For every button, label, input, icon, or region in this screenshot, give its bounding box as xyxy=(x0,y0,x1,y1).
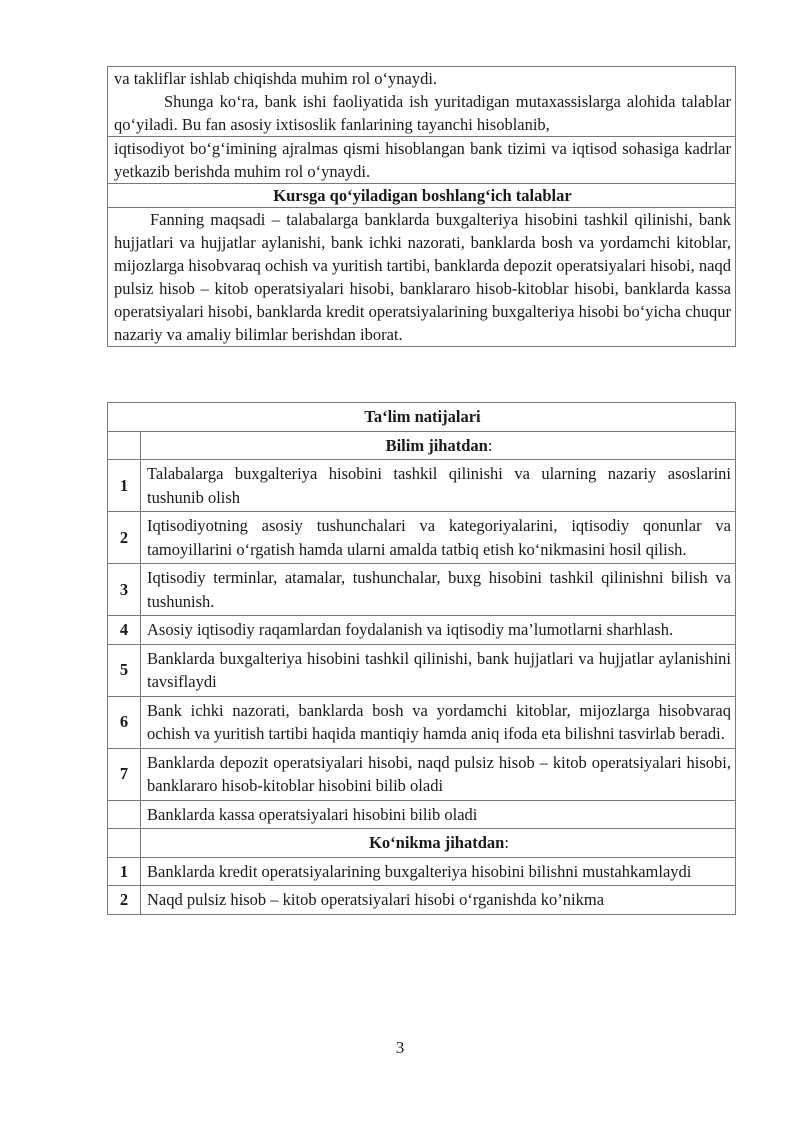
outcome-text: Banklarda depozit operatsiyalari hisobi, naqd pulsiz hisob – kitob operatsiyalari hisobi, banklararo hisob-kitoblar hisobini bilib oladi xyxy=(141,748,736,800)
requirements-cell xyxy=(108,208,736,347)
outcome-number: 4 xyxy=(108,616,141,645)
knowledge-heading-row xyxy=(108,431,736,460)
outcome-text: Banklarda kredit operatsiyalarining buxgalteriya hisobini bilishni mustahkamlaydi xyxy=(141,857,736,886)
outcome-number: 7 xyxy=(108,748,141,800)
outcomes-title-row xyxy=(108,403,736,432)
outcome-row xyxy=(108,696,736,748)
knowledge-heading-colon: : xyxy=(487,435,493,455)
intro-paragraph-continued: iqtisodiyot bo‘g‘imining ajralmas qismi hisoblangan bank tizimi va iqtisod sohasiga kadrlar yetkazib berishda muhim rol o‘ynaydi. xyxy=(114,139,731,181)
page-number: 3 xyxy=(395,1038,405,1057)
outcome-row xyxy=(108,564,736,616)
skill-heading-colon: : xyxy=(504,833,509,852)
outcome-row xyxy=(108,512,736,564)
requirements-text: Fanning maqsadi – talabalarga banklarda buxgalteriya hisobini tashkil qilinishi, bank hujjatlari va hujjatlar aylanishi, bank ichki nazorati, banklarda bosh va yordamchi kitoblar, mijozlarga hisobvaraq ochish va yuritish tartibi, banklarda depozit operatsiyalari hisobi, naqd pulsiz hisob – kitob operatsiyalari hisobi, banklararo hisob-kitoblar hisobi, banklarda kassa operatsiyalari hisobi, banklarda kredit operatsiyalarining buxgalteriya hisobi bo‘yicha chuqur nazariy va amaliy bilimlar berishdan iborat. xyxy=(114,210,731,344)
empty-number-cell xyxy=(108,431,141,460)
intro-row xyxy=(108,67,736,137)
outcome-row xyxy=(108,800,736,829)
intro-line: va takliflar ishlab chiqishda muhim rol o‘ynaydi. xyxy=(114,69,438,88)
outcome-row xyxy=(108,748,736,800)
outcome-text: Talabalarga buxgalteriya hisobini tashkil qilinishi va ularning nazariy asoslarini tushunib olish xyxy=(141,460,736,512)
knowledge-list xyxy=(108,460,736,829)
outcome-row xyxy=(108,616,736,645)
outcome-text: Asosiy iqtisodiy raqamlardan foydalanish va iqtisodiy ma’lumotlarni sharhlash. xyxy=(141,616,736,645)
outcome-text: Iqtisodiyotning asosiy tushunchalari va kategoriyalarini, iqtisodiy qonunlar va tamoyillarini o‘rgatish hamda ularni amalda tatbiq etish ko‘nikmasini hosil qilish. xyxy=(141,512,736,564)
intro-row-2 xyxy=(108,137,736,184)
outcome-number: 5 xyxy=(108,644,141,696)
outcome-row xyxy=(108,644,736,696)
learning-outcomes-table xyxy=(107,402,736,915)
empty-number-cell xyxy=(108,829,141,858)
outcome-row xyxy=(108,886,736,915)
outcome-text: Iqtisodiy terminlar, atamalar, tushunchalar, buxg hisobini tashkil qilinishni bilish va tushunish. xyxy=(141,564,736,616)
skill-heading-row xyxy=(108,829,736,858)
skill-list xyxy=(108,857,736,914)
intro-paragraph: Shunga ko‘ra, bank ishi faoliyatida ish yuritadigan mutaxassislarga alohida talablar qo‘yiladi. Bu fan asosiy ixtisoslik fanlarining tayanchi hisoblanib, xyxy=(114,92,731,134)
course-description-table xyxy=(107,66,736,347)
outcome-text: Banklarda kassa operatsiyalari hisobini bilib oladi xyxy=(141,800,736,829)
intro-cell-2 xyxy=(108,137,736,184)
outcome-number: 2 xyxy=(108,512,141,564)
outcome-number: 1 xyxy=(108,857,141,886)
outcome-number: 2 xyxy=(108,886,141,915)
outcome-number: 1 xyxy=(108,460,141,512)
outcomes-title: Ta‘lim natijalari xyxy=(108,403,736,432)
outcome-row xyxy=(108,857,736,886)
outcome-text: Banklarda buxgalteriya hisobini tashkil qilinishi, bank hujjatlari va hujjatlar aylanishini tavsiflaydi xyxy=(141,644,736,696)
skill-heading-cell xyxy=(141,829,736,858)
requirements-text-row xyxy=(108,208,736,347)
outcome-text: Naqd pulsiz hisob – kitob operatsiyalari hisobi o‘rganishda ko’nikma xyxy=(141,886,736,915)
outcome-number xyxy=(108,800,141,829)
outcome-number: 6 xyxy=(108,696,141,748)
skill-heading: Ko‘nikma jihatdan xyxy=(369,833,505,852)
requirements-heading-row xyxy=(108,184,736,208)
outcome-row xyxy=(108,460,736,512)
knowledge-heading: Bilim jihatdan xyxy=(385,435,488,455)
knowledge-heading-cell xyxy=(141,431,736,460)
intro-cell xyxy=(108,67,736,137)
outcome-text: Bank ichki nazorati, banklarda bosh va yordamchi kitoblar, mijozlarga hisobvaraq ochish va yuritish tartibi haqida mantiqiy hamda aniq ifoda eta bilishni tasvirlab beradi. xyxy=(141,696,736,748)
outcome-number: 3 xyxy=(108,564,141,616)
requirements-heading: Kursga qo‘yiladigan boshlang‘ich talablar xyxy=(108,184,736,208)
